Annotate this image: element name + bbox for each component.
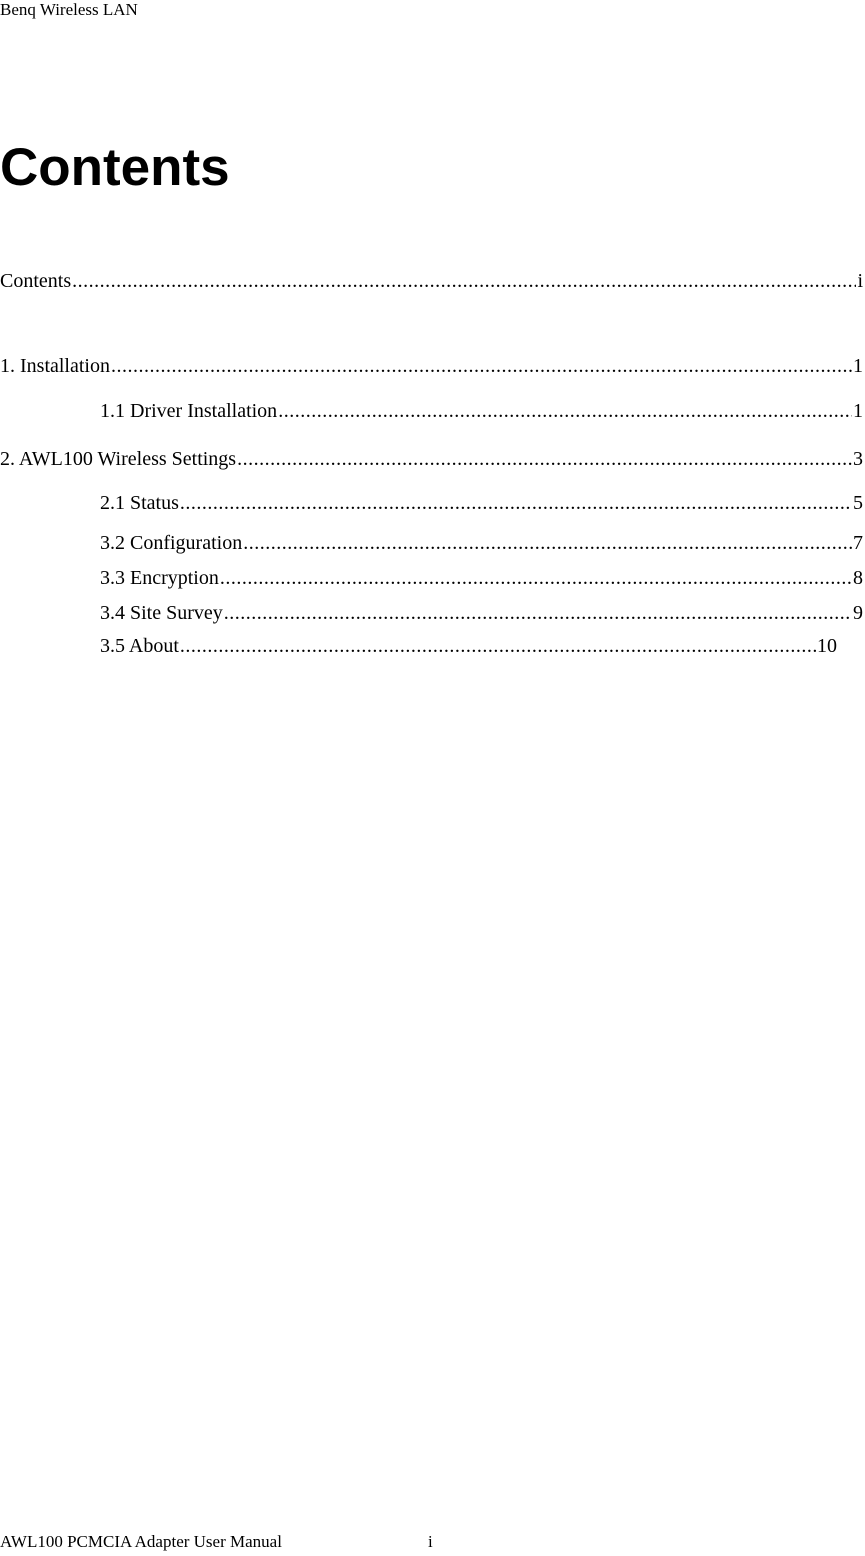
toc-dot-leader: [224, 600, 852, 626]
toc-entry-driver-installation[interactable]: [100, 398, 863, 424]
toc-entry-label: 1.1 Driver Installation: [100, 400, 278, 422]
toc-entry-page: 7: [853, 532, 863, 554]
running-footer: AWL100 PCMCIA Adapter User Manual: [0, 1532, 282, 1551]
toc-entry-page: 5: [853, 492, 863, 514]
toc-entry-label: 2. AWL100 Wireless Settings: [0, 448, 237, 470]
toc-entry-installation[interactable]: [0, 353, 863, 379]
toc-entry-encryption[interactable]: [100, 565, 863, 591]
toc-dot-leader: [180, 490, 852, 516]
toc-entry-page: 8: [853, 567, 863, 589]
toc-entry-label: 1. Installation: [0, 355, 110, 377]
toc-entry-label: 3.3 Encryption: [100, 567, 219, 589]
toc-entry-configuration[interactable]: [100, 530, 863, 556]
toc-entry-page: 3: [853, 448, 863, 470]
toc-entry-site-survey[interactable]: [100, 600, 863, 626]
toc-entry-page: 1: [853, 400, 863, 422]
toc-entry-label: Contents: [0, 270, 72, 292]
toc-dot-leader: [237, 446, 852, 472]
toc-entry-status[interactable]: [100, 490, 863, 516]
toc-entry-page: 9: [853, 602, 863, 624]
toc-dot-leader: [278, 398, 852, 424]
page-title: Contents: [0, 138, 230, 197]
toc-entry-label: 3.5 About: [100, 635, 179, 657]
toc-entry-page: 10: [817, 635, 837, 657]
toc-entry-about[interactable]: [100, 633, 837, 659]
footer-page-number: i: [428, 1532, 433, 1551]
toc-entry-label: 2.1 Status: [100, 492, 179, 514]
toc-entry-page: 1: [853, 355, 863, 377]
toc-entry-label: 3.2 Configuration: [100, 532, 243, 554]
running-header: Benq Wireless LAN: [0, 0, 138, 19]
toc-entry-page: i: [857, 270, 863, 292]
toc-dot-leader: [180, 633, 816, 659]
toc-entry-wireless-settings[interactable]: [0, 446, 863, 472]
toc-entry-label: 3.4 Site Survey: [100, 602, 223, 624]
toc-dot-leader: [111, 353, 852, 379]
toc-dot-leader: [72, 268, 856, 294]
toc-entry-contents[interactable]: [0, 268, 863, 294]
toc-dot-leader: [243, 530, 852, 556]
toc-dot-leader: [220, 565, 852, 591]
